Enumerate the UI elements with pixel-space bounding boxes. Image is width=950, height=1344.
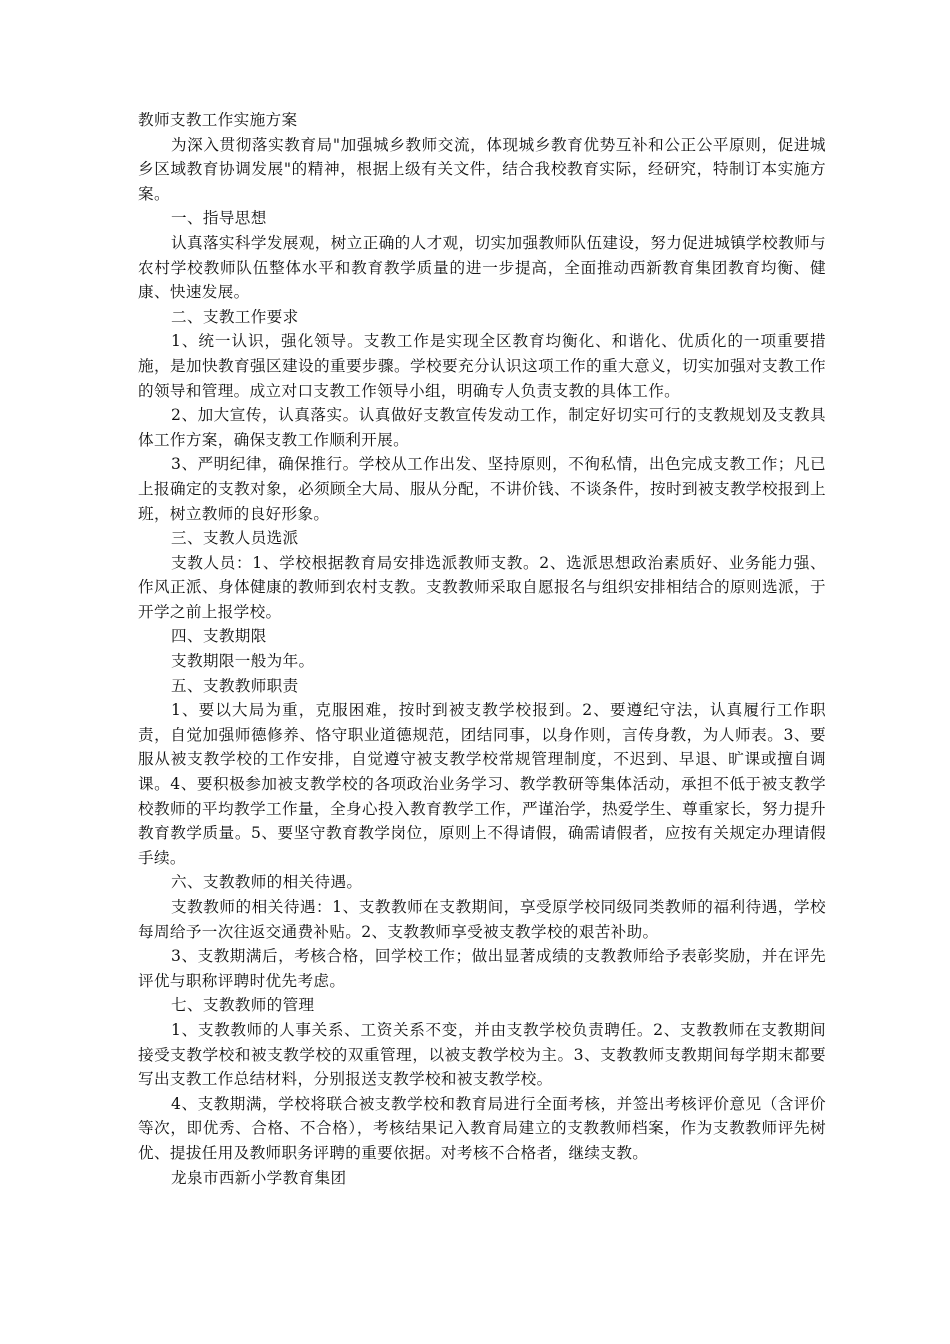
section-4-paragraph-1: 支教期限一般为年。 (171, 652, 315, 671)
section-2-paragraph-2: 2、加大宣传，认真落实。认真做好支教宣传发动工作，制定好切实可行的支教规划及支教具体工作方案，确保支教工作顺利开展。 (138, 406, 826, 449)
section-2-paragraph-1: 1、统一认识，强化领导。支教工作是实现全区教育均衡化、和谐化、优质化的一项重要措施，是加快教育强区建设的重要步骤。学校要充分认识这项工作的重大意义，切实加强对支教工作的领导和管理。成立对口支教工作领导小组，明确专人负责支教的具体工作。 (138, 332, 826, 400)
section-2-paragraph-3: 3、严明纪律，确保推行。学校从工作出发、坚持原则，不徇私情，出色完成支教工作；凡已上报确定的支教对象，必须顾全大局、服从分配，不讲价钱、不谈条件，按时到被支教学校报到上班，树立教师的良好形象。 (138, 455, 826, 523)
intro-paragraph: 为深入贯彻落实教育局"加强城乡教师交流，体现城乡教育优势互补和公正公平原则，促进城乡区域教育协调发展"的精神，根据上级有关文件，结合我校教育实际，经研究，特制订本实施方案。 (138, 135, 826, 203)
section-heading-7: 七、支教教师的管理 (171, 996, 315, 1015)
section-heading-4: 四、支教期限 (171, 627, 267, 646)
section-heading-5: 五、支教教师职责 (171, 676, 299, 695)
document-page (138, 108, 826, 1190)
section-heading-3: 三、支教人员选派 (171, 529, 299, 548)
section-3-paragraph-1: 支教人员：1、学校根据教育局安排选派教师支教。2、选派思想政治素质好、业务能力强、作风正派、身体健康的教师到农村支教。支教教师采取自愿报名与组织安排相结合的原则选派，于开学之前上报学校。 (138, 553, 826, 621)
section-5-paragraph-1: 1、要以大局为重，克服困难，按时到被支教学校报到。2、要遵纪守法，认真履行工作职责，自觉加强师德修养、恪守职业道德规范，团结同事，以身作则，言传身教，为人师表。3、要服从被支教学校的工作安排，自觉遵守被支教学校常规管理制度，不迟到、早退、旷课或擅自调课。4、要积极参加被支教学校的各项政治业务学习、教学教研等集体活动，承担不低于被支教学校教师的平均教学工作量，全身心投入教育教学工作，严谨治学，热爱学生、尊重家长，努力提升教育教学质量。5、要坚守教育教学岗位，原则上不得请假，确需请假者，应按有关规定办理请假手续。 (138, 701, 826, 867)
section-heading-1: 一、指导思想 (171, 209, 267, 228)
section-heading-6: 六、支教教师的相关待遇。 (171, 873, 363, 892)
section-heading-2: 二、支教工作要求 (171, 307, 299, 326)
section-7-paragraph-2: 4、支教期满，学校将联合被支教学校和教育局进行全面考核，并签出考核评价意见（含评价等次，即优秀、合格、不合格），考核结果记入教育局建立的支教教师档案，作为支教教师评先树优、提拔任用及教师职务评聘的重要依据。对考核不合格者，继续支教。 (138, 1094, 826, 1162)
document-title: 教师支教工作实施方案 (138, 111, 298, 129)
section-6-paragraph-1: 支教教师的相关待遇：1、支教教师在支教期间，享受原学校同级同类教师的福利待遇，学校每周给予一次往返交通费补贴。2、支教教师享受被支教学校的艰苦补助。 (138, 898, 826, 941)
section-7-paragraph-1: 1、支教教师的人事关系、工资关系不变，并由支教学校负责聘任。2、支教教师在支教期间接受支教学校和被支教学校的双重管理，以被支教学校为主。3、支教教师支教期间每学期末都要写出支教工作总结材料，分别报送支教学校和被支教学校。 (138, 1020, 826, 1089)
section-1-paragraph-1: 认真落实科学发展观，树立正确的人才观，切实加强教师队伍建设，努力促进城镇学校教师与农村学校教师队伍整体水平和教育教学质量的进一步提高，全面推动西新教育集团教育均衡、健康、快速发展。 (138, 233, 826, 302)
signature: 龙泉市西新小学教育集团 (171, 1168, 347, 1187)
section-6-paragraph-2: 3、支教期满后，考核合格，回学校工作；做出显著成绩的支教教师给予表彰奖励，并在评先评优与职称评聘时优先考虑。 (138, 947, 826, 990)
